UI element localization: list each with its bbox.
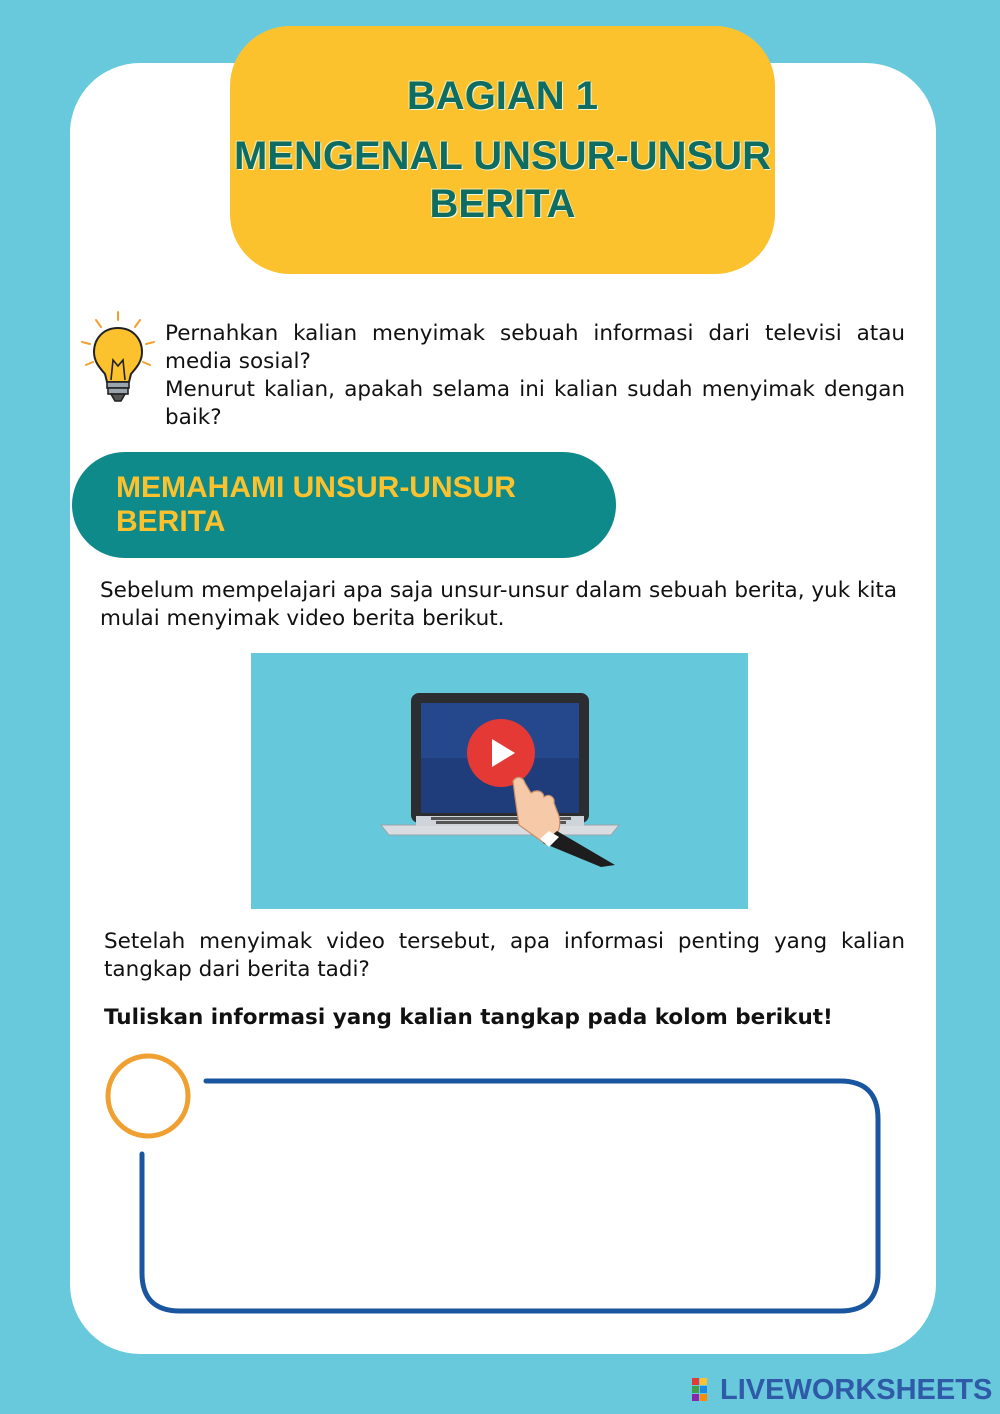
answer-circle-decoration [108, 1056, 188, 1136]
title-line-3: BERITA [429, 182, 576, 226]
section-title: MEMAHAMI UNSUR-UNSUR BERITA [116, 471, 516, 538]
intro-question-2: Menurut kalian, apakah selama ini kalian sudah menyimak dengan baik? [165, 377, 905, 430]
lightbulb-icon [78, 310, 158, 405]
section-banner [72, 452, 616, 558]
liveworksheets-logo-text: LIVEWORKSHEETS [720, 1373, 993, 1406]
title-line-2: MENGENAL UNSUR-UNSUR [233, 134, 772, 178]
video-player[interactable] [251, 653, 748, 909]
liveworksheets-logo [692, 1374, 992, 1406]
task-instruction: Tuliskan informasi yang kalian tangkap pada kolom berikut! [104, 1005, 833, 1030]
instruction-paragraph-2: Setelah menyimak video tersebut, apa informasi penting yang kalian tangkap dari berita tadi? [104, 929, 905, 982]
answer-box-border [142, 1081, 878, 1311]
answer-box[interactable] [100, 1048, 890, 1318]
title-line-1: BAGIAN 1 [406, 74, 599, 118]
liveworksheets-logo-icon [692, 1378, 716, 1402]
instruction-paragraph-1: Sebelum mempelajari apa saja unsur-unsur dalam sebuah berita, yuk kita mulai menyimak video berita berikut. [100, 578, 898, 631]
intro-questions [165, 320, 905, 432]
title-banner [230, 26, 775, 274]
intro-question-1: Pernahkan kalian menyimak sebuah informasi dari televisi atau media sosial? [165, 321, 905, 374]
